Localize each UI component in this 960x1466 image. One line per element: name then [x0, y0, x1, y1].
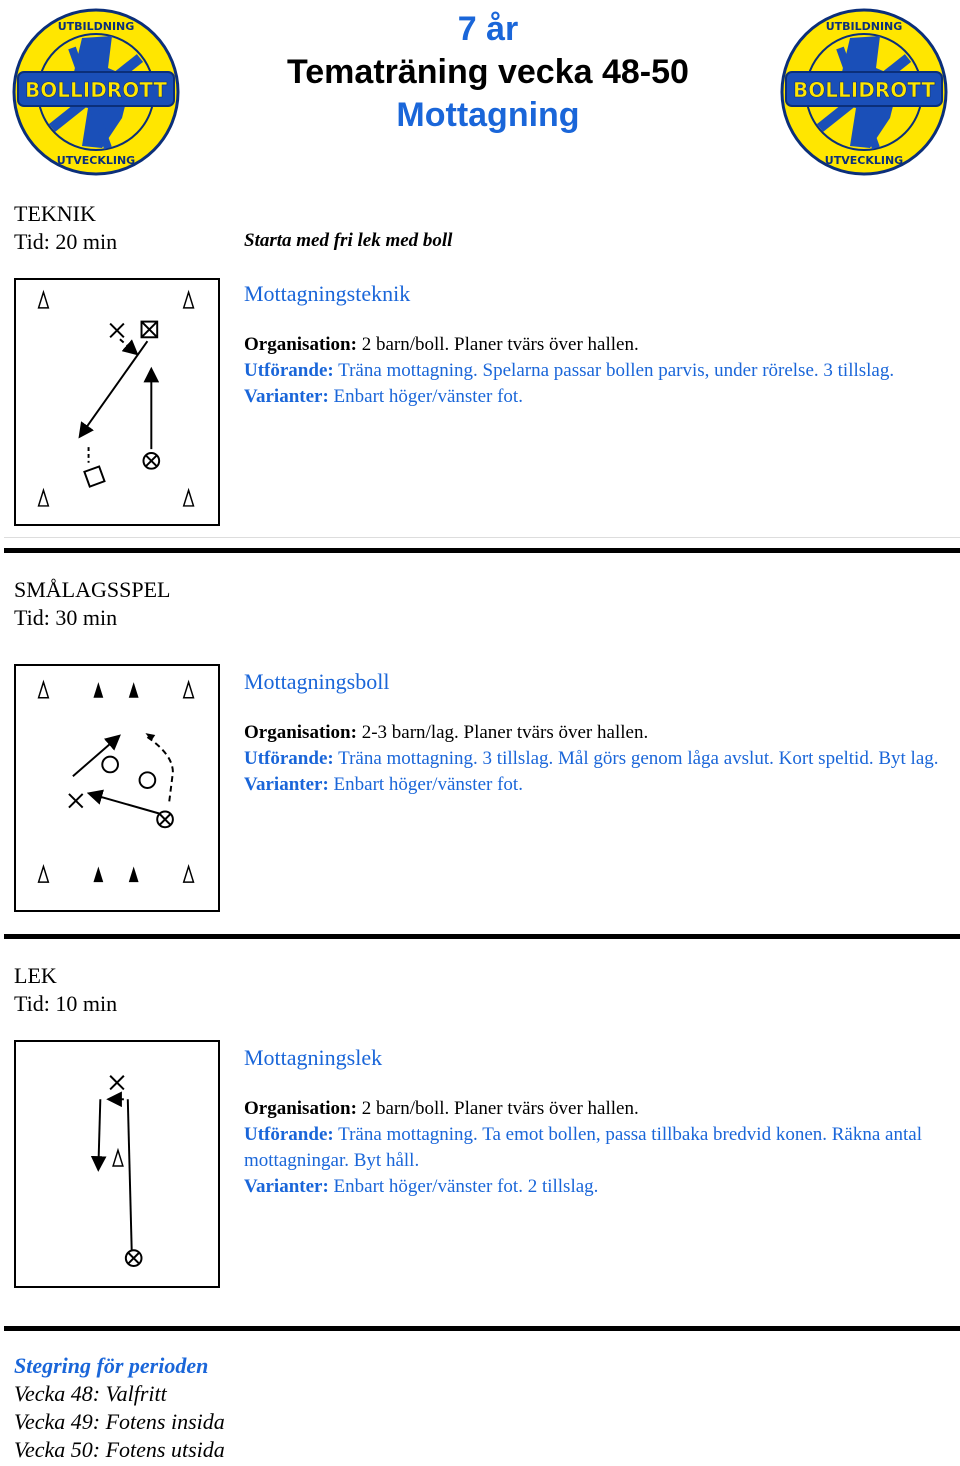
section-smalagsspel-desc: [244, 668, 954, 798]
section-time: Tid: 20 min: [14, 229, 118, 254]
age-title: 7 år: [457, 10, 519, 48]
title-block: [200, 8, 776, 137]
exercise-title: Mottagningsteknik: [244, 281, 411, 306]
utforande-line: Utförande: Träna mottagning. Ta emot bollen, passa tillbaka bredvid konen. Räkna antal mottagningar. Byt håll.: [244, 1124, 922, 1171]
logo-ring-bottom: UTVECKLING: [56, 154, 136, 167]
utforande-line: Utförande: Träna mottagning. 3 tillslag. Mål görs genom låga avslut. Kort speltid. Byt lag.: [244, 748, 939, 769]
bollidrott-logo-right: [780, 8, 948, 176]
divider: [4, 1326, 960, 1331]
section-lek-desc: [244, 1044, 954, 1200]
divider: [4, 934, 960, 939]
player-x-icon: [69, 794, 83, 808]
diagram-lek: [14, 1040, 220, 1288]
ball-icon: [157, 812, 173, 828]
bollidrott-logo-left: [12, 8, 180, 176]
organisation-line: Organisation: 2 barn/boll. Planer tvärs över hallen.: [244, 1098, 639, 1119]
section-time: Tid: 10 min: [14, 991, 118, 1016]
utforande-line: Utförande: Träna mottagning. Spelarna passar bollen parvis, under rörelse. 3 tillslag.: [244, 360, 895, 381]
divider-thin: [4, 537, 960, 538]
topic-title: Mottagning: [396, 96, 580, 134]
ball-icon: [143, 453, 159, 469]
section-name: TEKNIK: [14, 201, 96, 226]
goal-cone-icon: [93, 682, 138, 882]
ball-icon: [126, 1250, 142, 1266]
section-teknik-desc: [244, 228, 954, 410]
footer-title: Stegring för perioden: [14, 1353, 209, 1378]
intro-text: Starta med fri lek med boll: [244, 230, 453, 251]
logo-text: BOLLIDROTT: [793, 78, 935, 102]
organisation-line: Organisation: 2 barn/boll. Planer tvärs över hallen.: [244, 334, 639, 355]
progression-footer: [14, 1352, 225, 1464]
diagram-teknik: [14, 278, 220, 526]
player-with-ball-icon: [142, 322, 158, 338]
theme-title: Tematräning vecka 48-50: [287, 53, 689, 91]
player-circle-icon: [140, 772, 156, 788]
varianter-line: Varianter: Enbart höger/vänster fot.: [244, 386, 523, 407]
footer-week: Vecka 48: Valfritt: [14, 1381, 167, 1406]
logo-ring-top: UTBILDNING: [825, 20, 903, 33]
section-name: SMÅLAGSSPEL: [14, 577, 171, 602]
varianter-line: Varianter: Enbart höger/vänster fot.: [244, 774, 523, 795]
logo-ring-bottom: UTVECKLING: [824, 154, 904, 167]
exercise-title: Mottagningslek: [244, 1045, 383, 1070]
player-square-icon: [84, 466, 104, 486]
logo-text: BOLLIDROTT: [25, 78, 167, 102]
section-teknik-head: [14, 200, 117, 256]
page-header: [0, 0, 960, 180]
player-x-icon: [110, 324, 124, 338]
section-time: Tid: 30 min: [14, 605, 118, 630]
organisation-line: Organisation: 2-3 barn/lag. Planer tvärs över hallen.: [244, 722, 649, 743]
footer-week: Vecka 50: Fotens utsida: [14, 1437, 225, 1462]
varianter-line: Varianter: Enbart höger/vänster fot. 2 tillslag.: [244, 1176, 599, 1197]
cone-icon: [113, 1150, 123, 1166]
section-lek-head: [14, 962, 117, 1018]
diagram-smalagsspel: [14, 664, 220, 912]
cone-icon: [39, 292, 194, 506]
section-smalagsspel-head: [14, 576, 170, 632]
footer-week: Vecka 49: Fotens insida: [14, 1409, 225, 1434]
section-name: LEK: [14, 963, 57, 988]
player-circle-icon: [102, 757, 118, 773]
divider: [4, 548, 960, 553]
player-x-icon: [110, 1076, 124, 1090]
cone-icon: [39, 682, 194, 882]
exercise-title: Mottagningsboll: [244, 669, 390, 694]
logo-ring-top: UTBILDNING: [57, 20, 135, 33]
